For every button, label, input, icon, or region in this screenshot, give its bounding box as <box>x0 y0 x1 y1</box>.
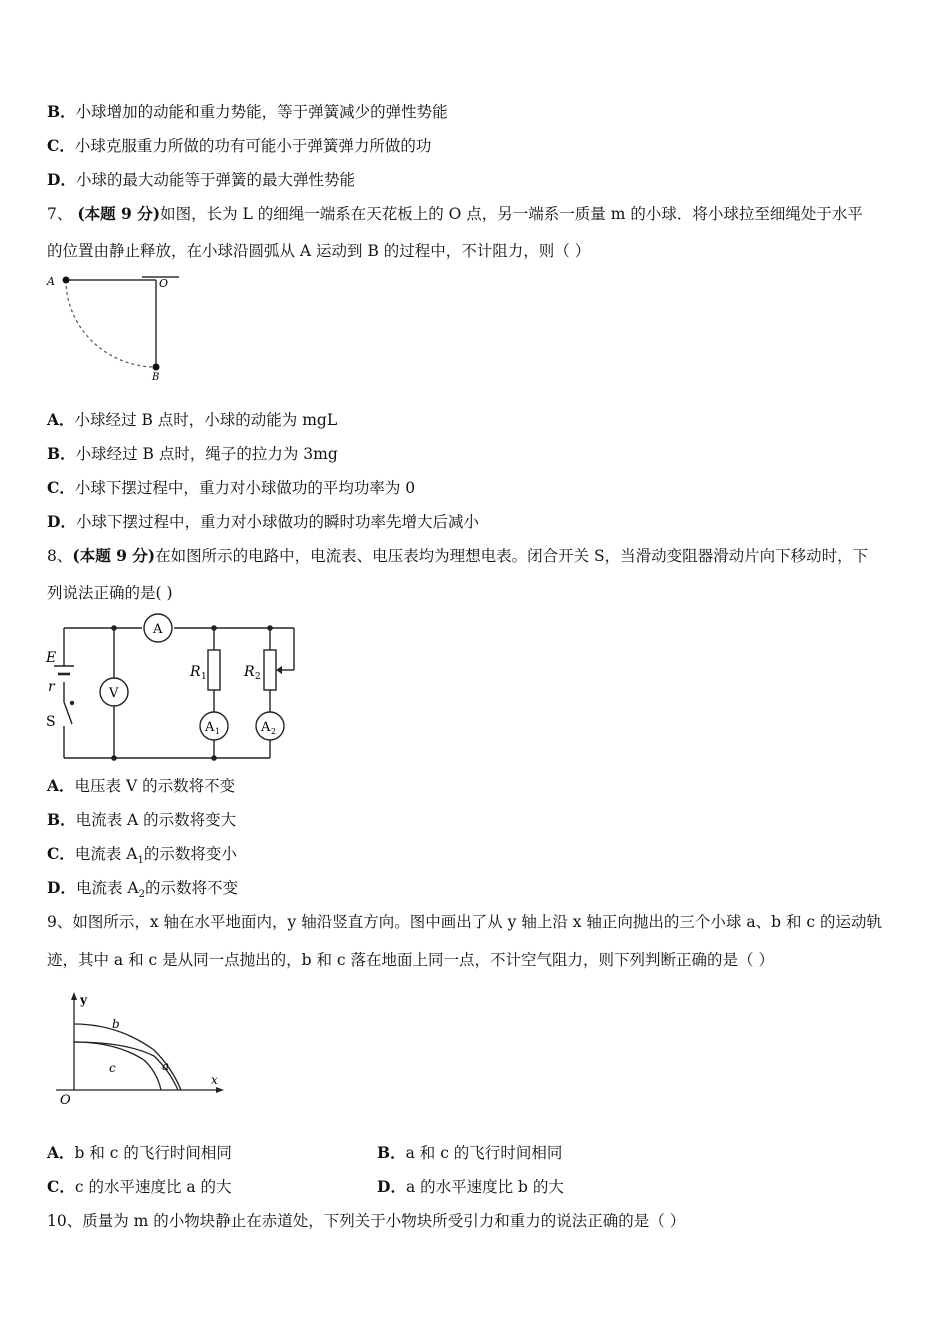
label-a1: A <box>205 720 215 735</box>
option-letter: D． <box>47 170 76 189</box>
option-text: 小球的最大动能等于弹簧的最大弹性势能 <box>75 171 355 189</box>
resistor-r2 <box>264 650 276 690</box>
switch-blade <box>64 702 72 724</box>
q9-option-b <box>377 1143 562 1163</box>
q6-option-d <box>47 170 355 190</box>
label-b: B <box>152 372 160 383</box>
option-text: 电压表 V 的示数将不变 <box>74 777 236 795</box>
label-a2: A <box>261 720 271 735</box>
label-v: V <box>109 686 119 701</box>
projectile-figure <box>54 990 234 1108</box>
slider-arrow-icon <box>276 666 282 674</box>
label-e: E <box>46 650 57 666</box>
label-b: b <box>112 1017 120 1031</box>
q6-option-b <box>47 102 448 122</box>
subscript: 2 <box>138 889 145 901</box>
label-a1-sub: 1 <box>215 727 221 736</box>
arc-path <box>66 280 156 367</box>
question-stem: 列说法正确的是( ) <box>47 584 173 602</box>
option-letter: D． <box>47 512 76 531</box>
trajectory-b <box>74 1024 181 1090</box>
pendulum-figure <box>44 270 184 385</box>
q9-stem-line2 <box>47 950 774 970</box>
question-stem: 如图所示，x 轴在水平地面内，y 轴沿竖直方向。图中画出了从 y 轴上沿 x 轴正向抛出的三个小球 a、b 和 c 的运动轨 <box>72 913 882 931</box>
label-a2-sub: 2 <box>271 727 277 736</box>
q8-stem-line2 <box>47 583 173 603</box>
option-letter: B． <box>47 102 76 121</box>
label-o: O <box>159 277 169 290</box>
trajectory-c <box>74 1042 161 1090</box>
label-s: S <box>46 714 56 730</box>
option-letter: B． <box>47 810 76 829</box>
option-text: a 和 c 的飞行时间相同 <box>405 1144 563 1162</box>
label-c: c <box>109 1061 116 1075</box>
option-text: 小球下摆过程中，重力对小球做功的瞬时功率先增大后减小 <box>75 513 479 531</box>
q9-option-c <box>47 1177 232 1197</box>
q7-option-a <box>47 410 337 430</box>
q6-option-c <box>47 136 431 156</box>
label-a: A <box>47 275 55 288</box>
option-letter: D． <box>377 1177 406 1196</box>
junction-dot <box>111 755 117 761</box>
question-stem: 质量为 m 的小物块静止在赤道处，下列关于小物块所受引力和重力的说法正确的是（ ） <box>82 1212 686 1230</box>
option-letter: B． <box>377 1143 406 1162</box>
question-number: 10、 <box>47 1212 83 1230</box>
question-number: 9、 <box>47 913 73 931</box>
circuit-figure <box>44 614 304 764</box>
q9-stem-line1 <box>47 912 882 932</box>
option-text: c 的水平速度比 a 的大 <box>74 1178 232 1196</box>
q8-option-a <box>47 776 235 796</box>
option-letter: D． <box>47 878 76 897</box>
q7-option-c <box>47 478 415 498</box>
question-number: 8、 <box>47 547 73 565</box>
option-text: 电流表 A 的示数将变大 <box>75 811 237 829</box>
x-arrow-icon <box>216 1087 224 1093</box>
question-stem: 的位置由静止释放，在小球沿圆弧从 A 运动到 B 的过程中，不计阻力，则（ ） <box>47 242 591 260</box>
option-text: 小球下摆过程中，重力对小球做功的平均功率为 0 <box>74 479 416 497</box>
label-r1-sub: 1 <box>201 672 207 682</box>
option-text: 小球克服重力所做的功有可能小于弹簧弹力所做的功 <box>74 137 432 155</box>
question-stem: 如图，长为 L 的细绳一端系在天花板上的 O 点，另一端系一质量 m 的小球．将小球拉至细绳处于水平 <box>160 205 863 223</box>
label-o: O <box>60 1093 71 1108</box>
option-letter: C． <box>47 136 75 155</box>
option-letter: A． <box>47 776 75 795</box>
option-text: b 和 c 的飞行时间相同 <box>74 1144 232 1162</box>
junction-dot <box>267 625 273 631</box>
option-text: 电流表 A <box>75 879 139 897</box>
q8-option-b <box>47 810 236 830</box>
q8-stem-line1 <box>47 546 868 566</box>
ball-b <box>153 364 160 371</box>
q9-option-a <box>47 1143 232 1163</box>
q8-option-c <box>47 844 237 871</box>
label-y: y <box>80 993 87 1007</box>
q8-option-d <box>47 878 238 905</box>
q7-stem-line1 <box>47 204 863 224</box>
resistor-r1 <box>208 650 220 690</box>
q7-option-d <box>47 512 479 532</box>
option-text: 小球经过 B 点时，绳子的拉力为 3mg <box>75 445 338 463</box>
option-text: a 的水平速度比 b 的大 <box>405 1178 564 1196</box>
ball-a <box>63 277 70 284</box>
label-r: r <box>48 679 55 695</box>
question-score: (本题 9 分) <box>72 546 156 565</box>
question-score: (本题 9 分) <box>77 204 161 223</box>
q7-option-b <box>47 444 338 464</box>
q10-stem <box>47 1211 685 1231</box>
option-letter: A． <box>47 1143 75 1162</box>
option-text: 电流表 A <box>74 845 138 863</box>
y-arrow-icon <box>71 992 77 1000</box>
option-text: 小球经过 B 点时，小球的动能为 mgL <box>74 411 338 429</box>
question-stem: 在如图所示的电路中，电流表、电压表均为理想电表。闭合开关 S，当滑动变阻器滑动片向下移动时，下 <box>155 547 869 565</box>
label-r2: R <box>244 664 255 680</box>
option-letter: A． <box>47 410 75 429</box>
junction-dot <box>211 755 217 761</box>
q9-option-d <box>377 1177 564 1197</box>
label-x: x <box>211 1073 218 1087</box>
junction-dot <box>211 625 217 631</box>
option-text: 的示数将不变 <box>144 879 238 897</box>
q7-stem-line2 <box>47 241 590 261</box>
question-stem: 迹，其中 a 和 c 是从同一点抛出的，b 和 c 落在地面上同一点，不计空气阻力，则下列判断正确的是（ ） <box>47 951 774 969</box>
label-a: A <box>153 622 163 637</box>
option-letter: C． <box>47 844 75 863</box>
option-text: 小球增加的动能和重力势能，等于弹簧减少的弹性势能 <box>75 103 448 121</box>
option-letter: C． <box>47 1177 75 1196</box>
question-number: 7、 <box>47 205 73 223</box>
option-letter: C． <box>47 478 75 497</box>
option-text: 的示数将变小 <box>143 845 237 863</box>
label-r2-sub: 2 <box>255 672 261 682</box>
label-r1: R <box>190 664 201 680</box>
label-a: a <box>162 1059 170 1073</box>
switch-contact <box>70 701 74 705</box>
subscript: 1 <box>137 855 144 867</box>
option-letter: B． <box>47 444 76 463</box>
junction-dot <box>111 625 117 631</box>
